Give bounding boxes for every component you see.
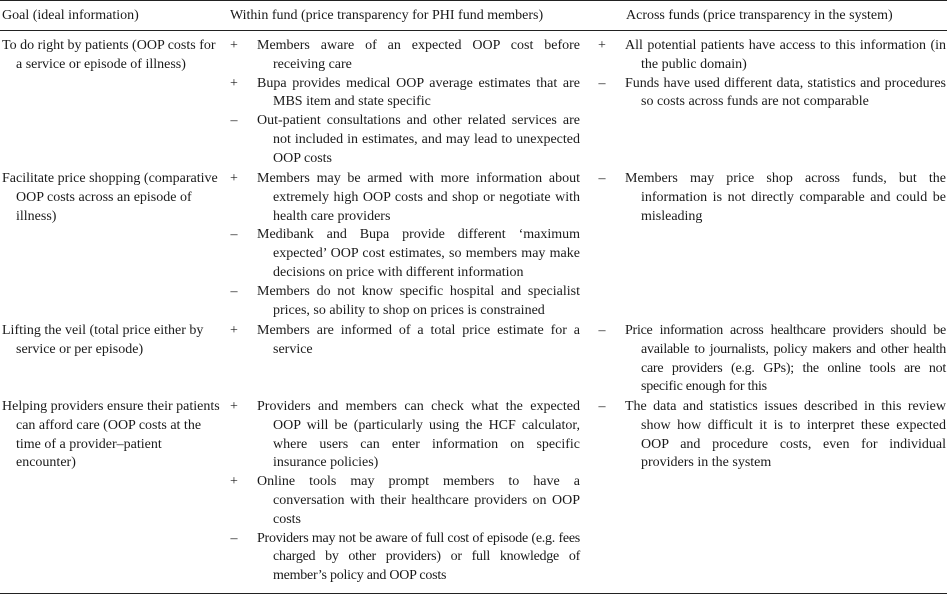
sign-marker: –	[598, 323, 606, 338]
list-item	[228, 322, 580, 360]
header-goal: Goal (ideal information)	[2, 8, 139, 23]
sign-marker: +	[230, 323, 238, 338]
list-item	[228, 37, 580, 75]
sign-marker: –	[230, 113, 238, 129]
item-text: Members are informed of a total price estimate for a service	[257, 323, 580, 357]
table-top-rule	[0, 0, 947, 1]
item-text: Members aware of an expected OOP cost before receiving care	[257, 38, 580, 72]
table-header-rule	[0, 30, 947, 31]
list-item	[596, 75, 946, 113]
list-item	[228, 473, 580, 529]
within-fund-cell	[228, 322, 580, 360]
within-fund-cell	[228, 170, 580, 320]
list-item	[228, 170, 580, 226]
item-text: Funds have used different data, statistics and procedures so costs across funds are not comparable	[625, 75, 946, 110]
item-text: Providers and members can check what the expected OOP will be (particularly using the HCF calculator, where users can enter information on specific insurance policies)	[257, 399, 580, 471]
item-text: Members may be armed with more information about extremely high OOP costs and shop or negotiate with health care providers	[257, 171, 580, 224]
item-text: Providers may not be aware of full cost of episode (e.g. fees charged by other providers) or full knowledge of member’s policy and OOP costs	[257, 530, 580, 584]
across-funds-cell	[596, 170, 946, 226]
sign-marker: –	[598, 399, 606, 414]
across-funds-cell	[596, 322, 946, 397]
goal-cell: Helping providers ensure their patients can afford care (OOP costs at the time of a provider–patient encounter)	[2, 399, 220, 471]
item-text: All potential patients have access to this information (in the public domain)	[625, 38, 946, 72]
sign-marker: +	[598, 38, 606, 53]
sign-marker: +	[230, 399, 238, 414]
sign-marker: +	[230, 75, 238, 91]
across-funds-cell	[596, 398, 946, 473]
list-item	[228, 226, 580, 282]
list-item	[596, 170, 946, 226]
item-text: Out-patient consultations and other related services are not included in estimates, and may lead to unexpected OOP costs	[257, 113, 580, 166]
within-fund-cell	[228, 398, 580, 586]
list-item	[228, 75, 580, 113]
sign-marker: –	[598, 171, 606, 186]
sign-marker: –	[598, 75, 606, 91]
goal-cell: Lifting the veil (total price either by service or per episode)	[2, 323, 204, 357]
list-item	[596, 37, 946, 75]
list-item	[228, 112, 580, 168]
list-item	[596, 322, 946, 397]
sign-marker: –	[230, 530, 238, 546]
list-item	[228, 530, 580, 586]
sign-marker: +	[230, 171, 238, 186]
header-within-fund: Within fund (price transparency for PHI fund members)	[230, 8, 544, 23]
within-fund-cell	[228, 37, 580, 169]
sign-marker: –	[230, 227, 238, 243]
item-text: Online tools may prompt members to have a conversation with their healthcare providers on OOP costs	[257, 474, 580, 527]
goal-cell: To do right by patients (OOP costs for a service or episode of illness)	[2, 38, 216, 72]
item-text: Medibank and Bupa provide different ‘maximum expected’ OOP cost estimates, so members may make decisions on price with different information	[257, 227, 580, 280]
goal-cell: Facilitate price shopping (comparative OOP costs across an episode of illness)	[2, 171, 218, 224]
sign-marker: –	[230, 283, 238, 299]
item-text: Price information across healthcare providers should be available to journalists, policy makers and other health care providers (e.g. GPs); the online tools are not specific enough for this	[625, 323, 946, 395]
list-item	[596, 398, 946, 473]
item-text: Members may price shop across funds, but the information is not directly comparable and could be misleading	[625, 171, 946, 224]
item-text: Bupa provides medical OOP average estimates that are MBS item and state specific	[257, 75, 580, 110]
list-item	[228, 398, 580, 473]
item-text: The data and statistics issues described in this review show how difficult it is to interpret these expected OOP and procedure costs, even for individual providers in the system	[625, 399, 946, 471]
sign-marker: +	[230, 38, 238, 53]
across-funds-cell	[596, 37, 946, 112]
header-across-funds: Across funds (price transparency in the system)	[626, 8, 893, 23]
item-text: Members do not know specific hospital and specialist prices, so ability to shop on prices is constrained	[257, 283, 580, 318]
list-item	[228, 283, 580, 321]
sign-marker: +	[230, 474, 238, 490]
